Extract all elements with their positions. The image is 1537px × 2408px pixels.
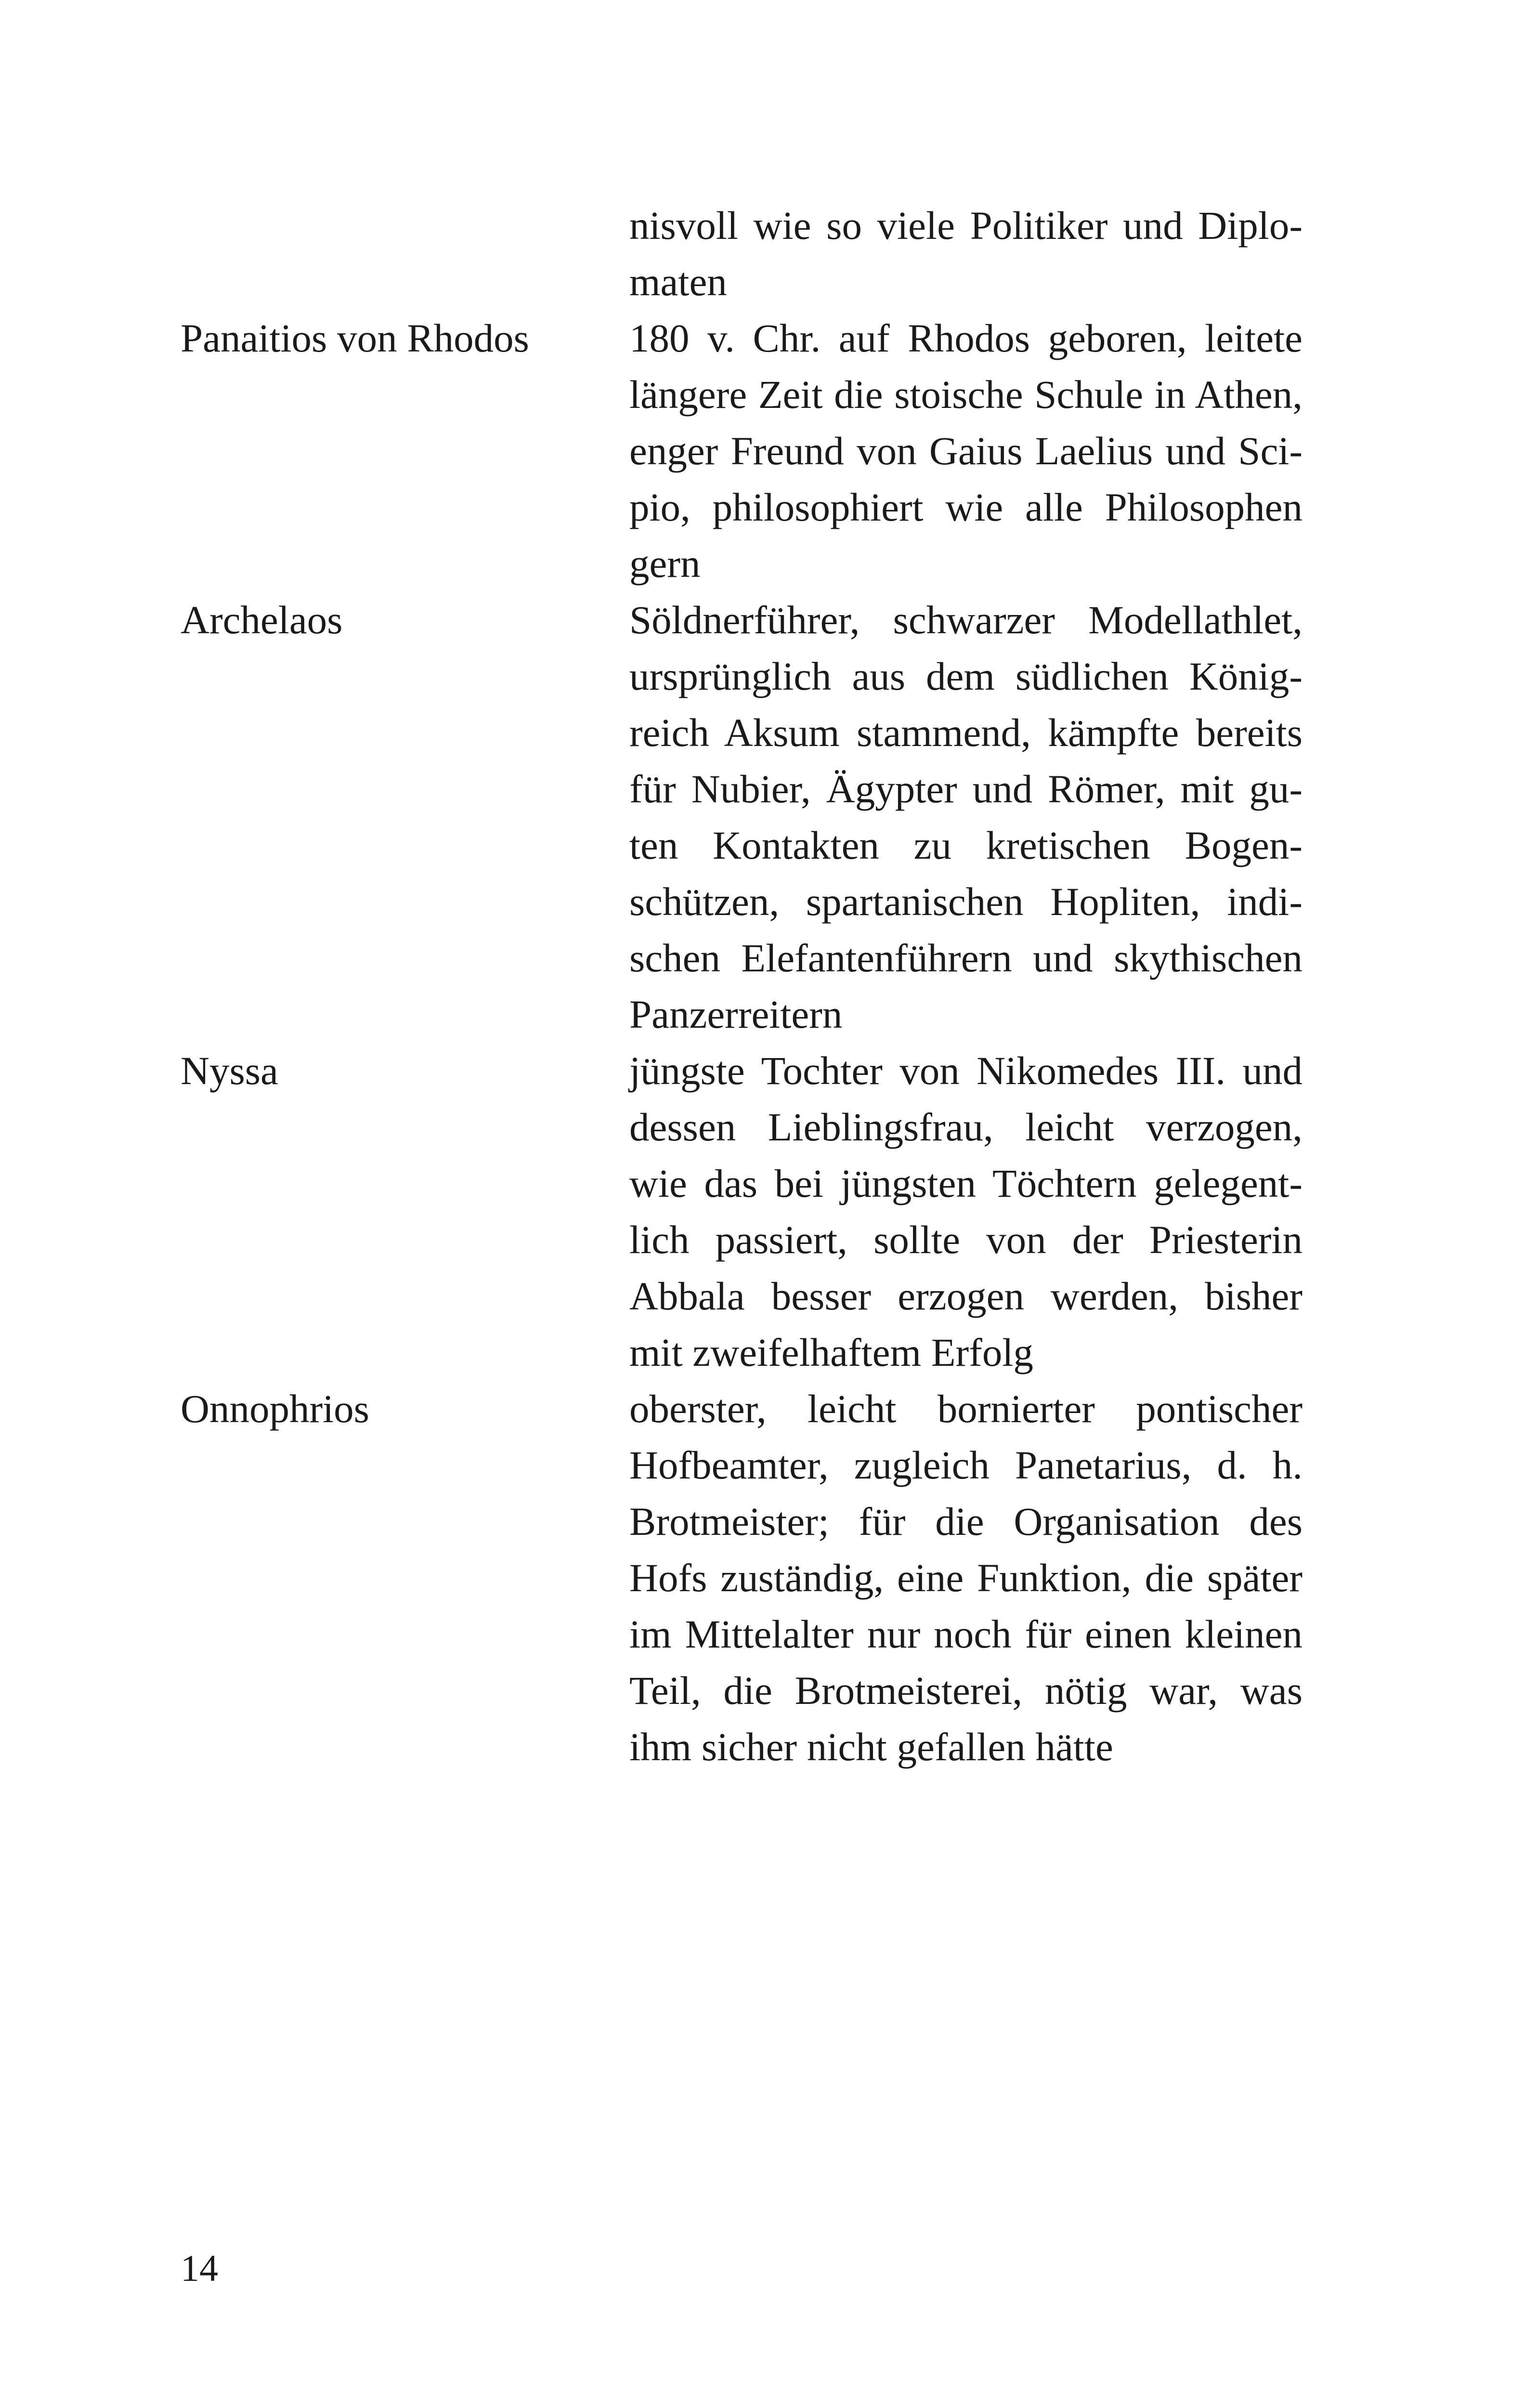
description-line: Söldnerführer, schwarzer Modellathlet, bbox=[629, 598, 1303, 642]
character-description bbox=[629, 197, 1303, 310]
description-line: mit zweifelhaftem Erfolg bbox=[629, 1330, 1033, 1374]
character-description bbox=[629, 310, 1303, 592]
description-line: pio, philosophiert wie alle Philosophen bbox=[629, 485, 1303, 529]
description-line: Panzerreitern bbox=[629, 992, 843, 1036]
description-line: maten bbox=[629, 260, 727, 304]
description-line: lich passiert, sollte von der Priesterin bbox=[629, 1217, 1303, 1262]
description-line: nisvoll wie so viele Politiker und Diplo- bbox=[629, 203, 1303, 248]
description-line: ihm sicher nicht gefallen hätte bbox=[629, 1725, 1113, 1769]
character-description bbox=[629, 592, 1303, 1043]
description-line: Abbala besser erzogen werden, bisher bbox=[629, 1274, 1303, 1318]
description-line: enger Freund von Gaius Laelius und Sci- bbox=[629, 429, 1303, 473]
character-entry bbox=[181, 197, 1303, 310]
description-line: reich Aksum stammend, kämpfte bereits bbox=[629, 710, 1303, 755]
description-line: längere Zeit die stoische Schule in Athen, bbox=[629, 372, 1303, 417]
description-line: ursprünglich aus dem südlichen König- bbox=[629, 654, 1303, 698]
character-name: Panaitios von Rhodos bbox=[181, 316, 529, 360]
description-line: Teil, die Brotmeisterei, nötig war, was bbox=[629, 1668, 1303, 1713]
character-entry bbox=[181, 310, 1303, 592]
description-line: schützen, spartanischen Hopliten, indi- bbox=[629, 879, 1303, 924]
description-line: oberster, leicht bornierter pontischer bbox=[629, 1387, 1303, 1431]
character-description bbox=[629, 1043, 1303, 1381]
description-line: 180 v. Chr. auf Rhodos geboren, leitete bbox=[629, 316, 1303, 360]
character-name: Nyssa bbox=[181, 1048, 278, 1093]
character-entry bbox=[181, 1043, 1303, 1381]
description-line: ten Kontakten zu kretischen Bogen- bbox=[629, 823, 1303, 867]
character-entry bbox=[181, 592, 1303, 1043]
description-line: schen Elefantenführern und skythischen bbox=[629, 936, 1303, 980]
description-line: gern bbox=[629, 541, 701, 586]
character-name: Archelaos bbox=[181, 598, 343, 642]
character-description bbox=[629, 1381, 1303, 1775]
description-line: Hofbeamter, zugleich Panetarius, d. h. bbox=[629, 1443, 1303, 1487]
description-line: Hofs zuständig, eine Funktion, die später bbox=[629, 1556, 1303, 1600]
description-line: im Mittelalter nur noch für einen kleinen bbox=[629, 1612, 1303, 1656]
page-number: 14 bbox=[181, 2247, 218, 2289]
description-line: für Nubier, Ägypter und Römer, mit gu- bbox=[629, 767, 1303, 811]
description-line: wie das bei jüngsten Töchtern gelegent- bbox=[629, 1161, 1303, 1205]
description-line: jüngste Tochter von Nikomedes III. und bbox=[629, 1048, 1303, 1093]
character-entry bbox=[181, 1381, 1303, 1775]
character-name: Onnophrios bbox=[181, 1387, 369, 1431]
description-line: Brotmeister; für die Organisation des bbox=[629, 1499, 1303, 1544]
description-line: dessen Lieblingsfrau, leicht verzogen, bbox=[629, 1105, 1303, 1149]
character-list bbox=[181, 197, 1303, 1775]
